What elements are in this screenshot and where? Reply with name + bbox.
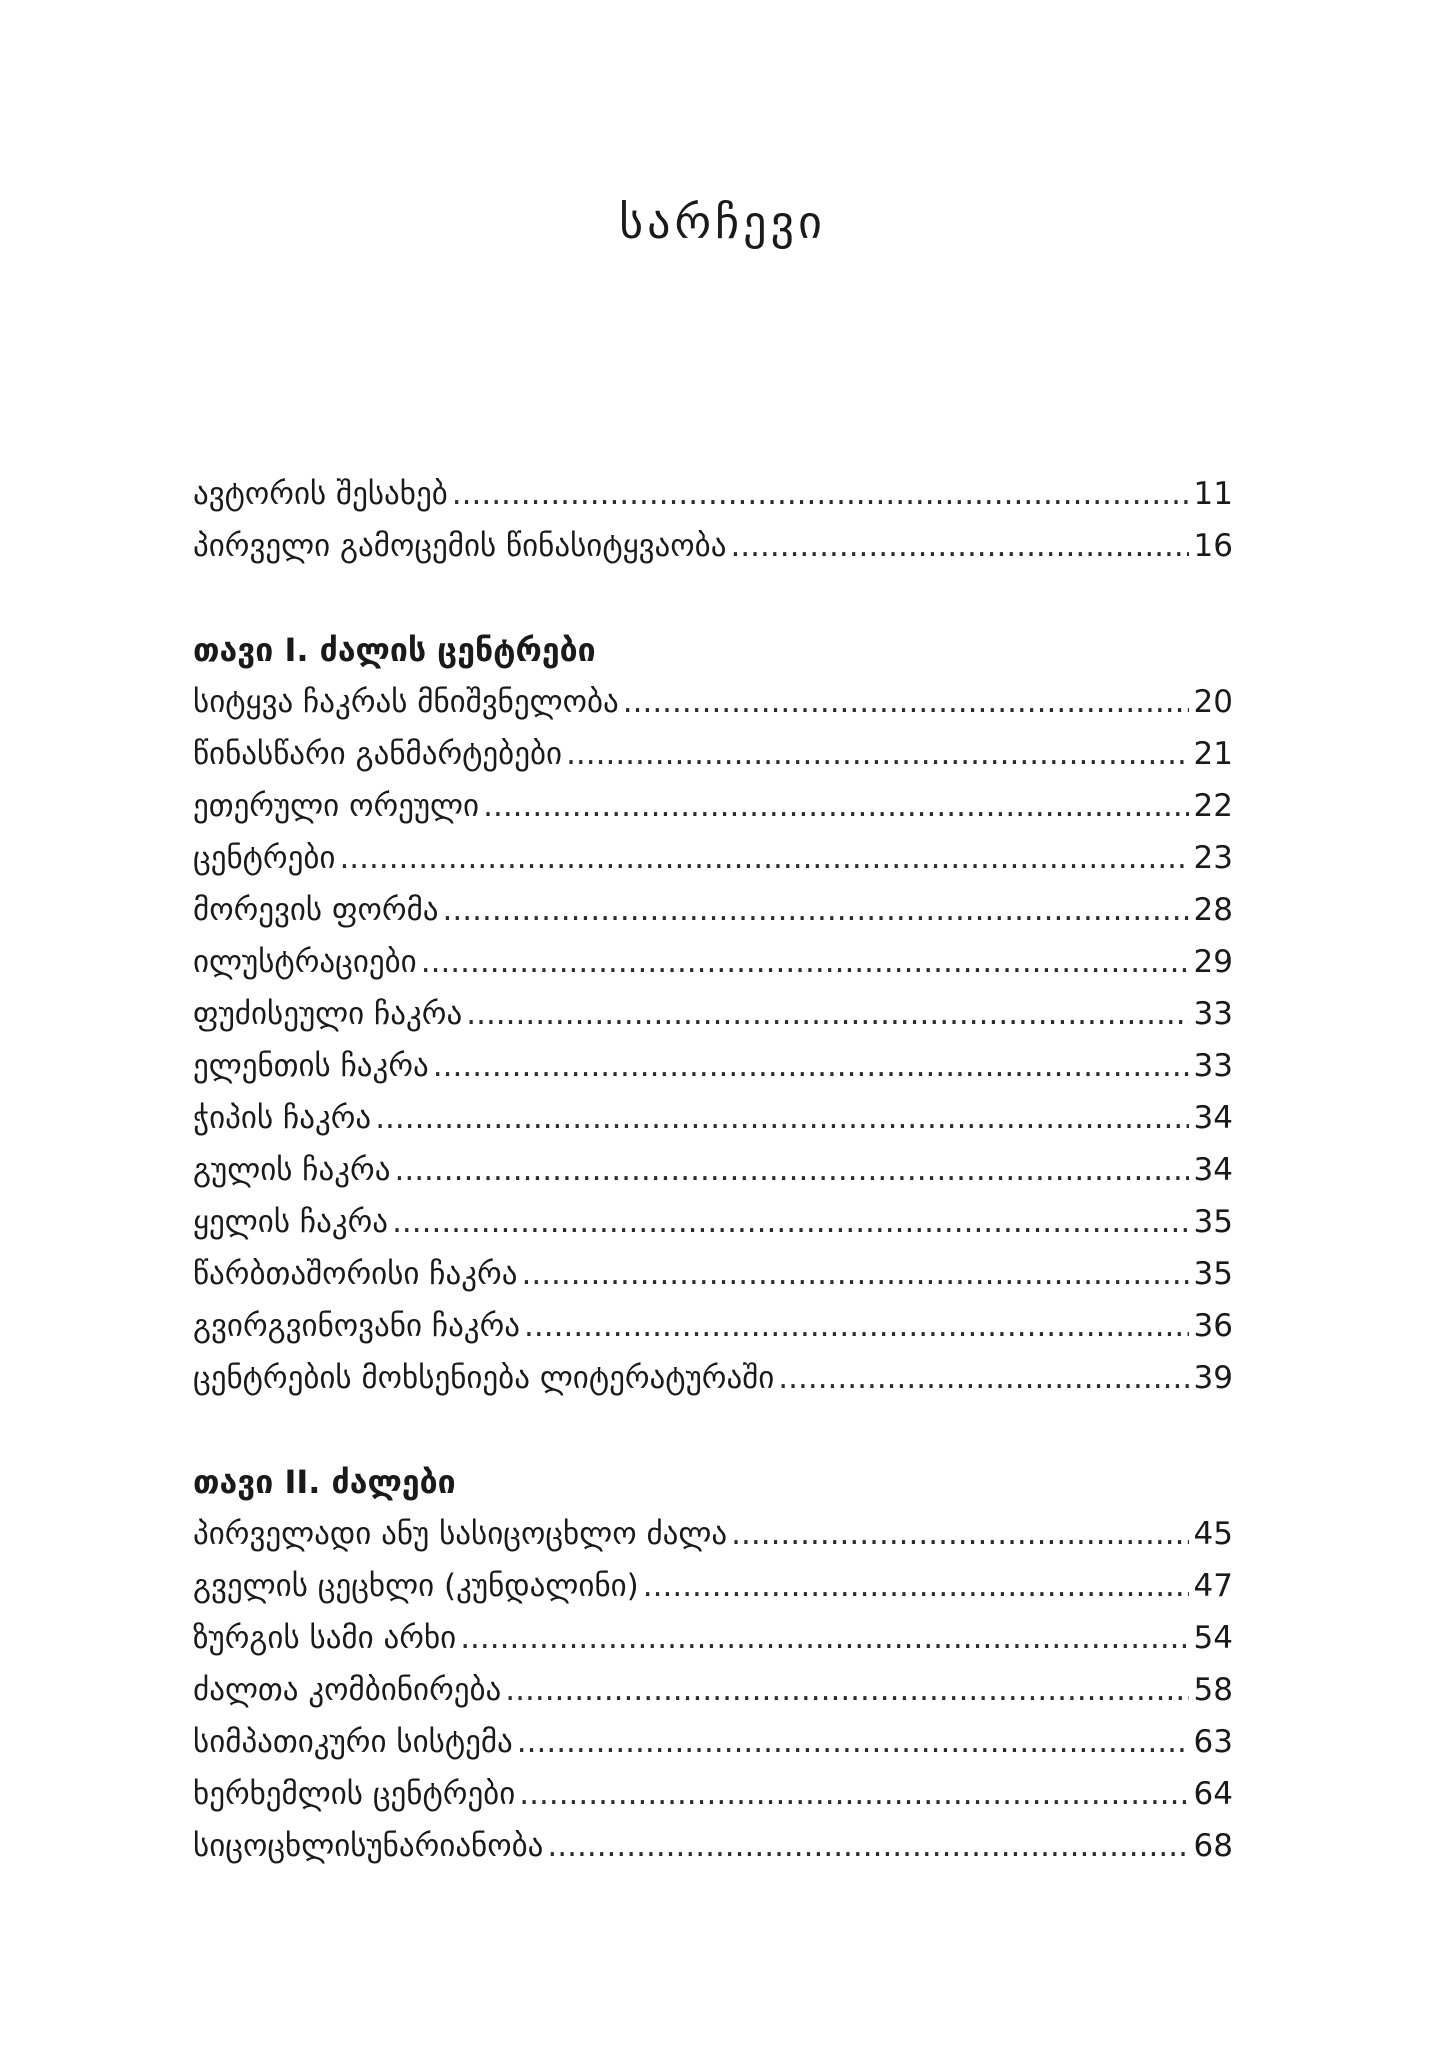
dot-leader (730, 520, 1189, 572)
toc-entry[interactable] (193, 988, 1233, 1040)
dot-leader (339, 832, 1189, 884)
toc-entry-label: ჭიპის ჩაკრა (193, 1100, 372, 1136)
dot-leader (731, 1508, 1189, 1560)
toc-entry-label: გველის ცეცხლი (კუნდალინი) (193, 1568, 639, 1604)
dot-leader (394, 1144, 1189, 1196)
toc-entry-page: 20 (1193, 684, 1233, 720)
toc-entry-label: წინასწარი განმარტებები (193, 736, 563, 772)
toc-entry-page: 23 (1193, 840, 1233, 876)
toc-entry-page: 22 (1193, 788, 1233, 824)
toc-entry-label: ზურგის სამი არხი (193, 1620, 457, 1656)
toc-entry[interactable] (193, 1716, 1233, 1768)
toc-entry-page: 63 (1193, 1724, 1233, 1760)
toc-entry[interactable] (193, 1144, 1233, 1196)
chapter-section (193, 1456, 1233, 1872)
toc-entry[interactable] (193, 884, 1233, 936)
toc-entry-page: 33 (1193, 1048, 1233, 1084)
toc-entry-label: ძალთა კომბინირება (193, 1672, 502, 1708)
toc-entry-label: პირველი გამოცემის წინასიტყვაობა (193, 528, 727, 564)
toc-entry-label: გულის ჩაკრა (193, 1152, 391, 1188)
dot-leader (452, 468, 1189, 520)
dot-leader (392, 1196, 1189, 1248)
toc-entry-label: პირველადი ანუ სასიცოცხლო ძალა (193, 1516, 728, 1552)
toc-entry[interactable] (193, 1664, 1233, 1716)
toc-entry-label: ცენტრები (193, 840, 336, 876)
dot-leader (521, 1248, 1189, 1300)
toc-entry-page: 54 (1193, 1620, 1233, 1656)
toc-entry-page: 21 (1193, 736, 1233, 772)
dot-leader (547, 1820, 1189, 1872)
toc-entry-page: 45 (1193, 1516, 1233, 1552)
toc-entry[interactable] (193, 676, 1233, 728)
toc-entry-label: წარბთაშორისი ჩაკრა (193, 1256, 518, 1292)
toc-entry[interactable] (193, 520, 1233, 572)
toc-entry-page: 47 (1193, 1568, 1233, 1604)
toc-entry-page: 16 (1193, 528, 1233, 564)
toc-entry-label: ყელის ჩაკრა (193, 1204, 389, 1240)
dot-leader (433, 1040, 1189, 1092)
dot-leader (443, 884, 1189, 936)
toc-entry[interactable] (193, 1768, 1233, 1820)
toc-entry[interactable] (193, 1508, 1233, 1560)
dot-leader (466, 988, 1189, 1040)
toc-entry-label: სიმპათიკური სისტემა (193, 1724, 513, 1760)
toc-entry[interactable] (193, 1092, 1233, 1144)
toc-entry[interactable] (193, 780, 1233, 832)
dot-leader (483, 780, 1189, 832)
toc-entry[interactable] (193, 1820, 1233, 1872)
toc-entry-page: 36 (1193, 1308, 1233, 1344)
toc-entry[interactable] (193, 468, 1233, 520)
toc-entry-page: 34 (1193, 1152, 1233, 1188)
toc-entry-page: 68 (1193, 1828, 1233, 1864)
toc-entry[interactable] (193, 728, 1233, 780)
dot-leader (517, 1716, 1189, 1768)
toc-entry-page: 33 (1193, 996, 1233, 1032)
toc-entry-page: 11 (1193, 476, 1233, 512)
page-title: სარჩევი (619, 195, 826, 249)
toc-entry[interactable] (193, 1040, 1233, 1092)
dot-leader (623, 676, 1189, 728)
toc-entry[interactable] (193, 1612, 1233, 1664)
toc-entry[interactable] (193, 1300, 1233, 1352)
dot-leader (375, 1092, 1189, 1144)
dot-leader (519, 1768, 1189, 1820)
dot-leader (524, 1300, 1189, 1352)
toc-entry-page: 35 (1193, 1204, 1233, 1240)
dot-leader (566, 728, 1189, 780)
toc-entry-label: ცენტრების მოხსენიება ლიტერატურაში (193, 1360, 775, 1396)
toc-entry-label: ეთერული ორეული (193, 788, 480, 824)
toc-entry-page: 64 (1193, 1776, 1233, 1812)
toc-entry-page: 29 (1193, 944, 1233, 980)
dot-leader (505, 1664, 1189, 1716)
table-of-contents (193, 468, 1233, 1872)
chapter-heading: თავი I. ძალის ცენტრები (193, 631, 596, 669)
toc-entry-label: მორევის ფორმა (193, 892, 439, 928)
toc-entry-page: 58 (1193, 1672, 1233, 1708)
toc-entry-label: ავტორის შესახებ (193, 476, 448, 512)
toc-entry[interactable] (193, 832, 1233, 884)
toc-entry-label: ელენთის ჩაკრა (193, 1048, 429, 1084)
dot-leader (421, 936, 1189, 988)
dot-leader (778, 1352, 1189, 1404)
dot-leader (643, 1560, 1189, 1612)
toc-entry-label: ფუძისეული ჩაკრა (193, 996, 463, 1032)
toc-entry-page: 34 (1193, 1100, 1233, 1136)
toc-entry-label: ილუსტრაციები (193, 944, 417, 980)
toc-entry[interactable] (193, 1560, 1233, 1612)
toc-entry[interactable] (193, 1196, 1233, 1248)
front-matter-section (193, 468, 1233, 572)
toc-entry[interactable] (193, 1248, 1233, 1300)
toc-entry-label: ხერხემლის ცენტრები (193, 1776, 516, 1812)
toc-entry-label: სიცოცხლისუნარიანობა (193, 1828, 544, 1864)
toc-entry[interactable] (193, 1352, 1233, 1404)
toc-entry-page: 28 (1193, 892, 1233, 928)
toc-entry-page: 35 (1193, 1256, 1233, 1292)
chapter-section (193, 624, 1233, 1404)
toc-entry[interactable] (193, 936, 1233, 988)
toc-entry-label: სიტყვა ჩაკრას მნიშვნელობა (193, 684, 619, 720)
dot-leader (460, 1612, 1189, 1664)
chapter-heading: თავი II. ძალები (193, 1463, 456, 1501)
toc-entry-page: 39 (1193, 1360, 1233, 1396)
toc-entry-label: გვირგვინოვანი ჩაკრა (193, 1308, 521, 1344)
